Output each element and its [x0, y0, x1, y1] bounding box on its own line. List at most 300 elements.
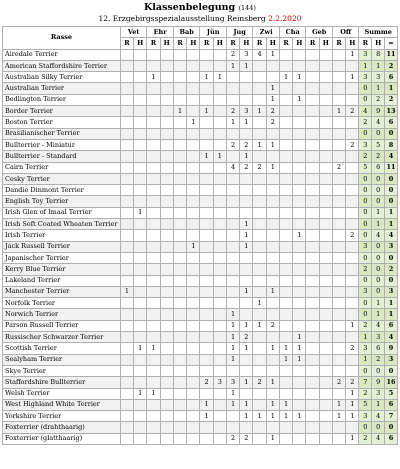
class-count-cell — [147, 162, 160, 173]
class-count-cell — [160, 343, 173, 354]
class-count-cell — [266, 60, 279, 71]
class-count-cell — [253, 252, 266, 263]
class-count-cell — [147, 106, 160, 117]
sum-cell: 2 — [372, 354, 385, 365]
class-count-cell — [240, 83, 253, 94]
class-count-cell — [134, 433, 147, 444]
class-count-cell: 1 — [200, 151, 213, 162]
class-count-cell — [346, 298, 359, 309]
sum-cell: 2 — [359, 264, 372, 275]
class-count-cell — [213, 399, 226, 410]
class-count-cell — [187, 433, 200, 444]
class-count-cell — [253, 94, 266, 105]
class-count-cell — [200, 207, 213, 218]
class-count-cell — [200, 343, 213, 354]
class-count-cell — [332, 275, 345, 286]
class-count-cell — [319, 94, 332, 105]
class-count-cell — [266, 252, 279, 263]
class-count-cell — [306, 139, 319, 150]
class-count-cell — [120, 343, 133, 354]
class-count-cell — [266, 264, 279, 275]
table-row — [3, 49, 398, 60]
class-count-cell — [213, 230, 226, 241]
sum-total-cell: 0 — [385, 128, 398, 139]
column-subheader: R — [279, 38, 292, 49]
column-subheader: R — [253, 38, 266, 49]
table-row — [3, 377, 398, 388]
class-count-cell — [253, 83, 266, 94]
class-count-cell — [226, 72, 239, 83]
class-count-cell — [279, 230, 292, 241]
class-count-cell — [266, 173, 279, 184]
class-count-cell — [319, 332, 332, 343]
class-count-cell: 1 — [120, 286, 133, 297]
sum-total-cell: 11 — [385, 49, 398, 60]
column-subheader: R — [173, 38, 186, 49]
class-count-cell — [173, 388, 186, 399]
class-count-cell — [160, 139, 173, 150]
class-count-cell: 1 — [346, 49, 359, 60]
breed-name: Cesky Terrier — [3, 173, 121, 184]
class-count-cell — [173, 49, 186, 60]
sum-cell: 0 — [359, 422, 372, 433]
class-count-cell — [319, 298, 332, 309]
class-count-cell: 1 — [173, 106, 186, 117]
table-row — [3, 343, 398, 354]
class-count-cell — [213, 422, 226, 433]
column-header-group: Summe — [359, 27, 398, 38]
class-count-cell — [160, 298, 173, 309]
class-count-cell — [240, 185, 253, 196]
table-row — [3, 94, 398, 105]
class-count-cell — [200, 365, 213, 376]
class-count-cell — [279, 219, 292, 230]
sum-cell: 3 — [359, 72, 372, 83]
sum-cell: 1 — [359, 354, 372, 365]
class-count-cell — [134, 117, 147, 128]
class-count-cell — [173, 286, 186, 297]
class-count-cell — [134, 83, 147, 94]
sum-total-cell: 8 — [385, 139, 398, 150]
class-count-cell — [253, 72, 266, 83]
sum-cell: 3 — [359, 343, 372, 354]
class-count-cell — [147, 173, 160, 184]
class-count-cell — [160, 399, 173, 410]
class-count-cell — [240, 264, 253, 275]
class-count-cell — [134, 298, 147, 309]
class-count-cell — [266, 275, 279, 286]
class-count-cell — [266, 72, 279, 83]
class-count-cell — [200, 264, 213, 275]
breed-name: Brasilianischer Terrier — [3, 128, 121, 139]
class-count-cell — [160, 196, 173, 207]
class-count-cell: 3 — [226, 377, 239, 388]
class-count-cell: 1 — [226, 354, 239, 365]
sum-cell: 2 — [372, 94, 385, 105]
sum-cell: 5 — [359, 399, 372, 410]
class-count-cell — [147, 365, 160, 376]
class-count-cell — [147, 83, 160, 94]
table-row — [3, 128, 398, 139]
class-count-cell — [147, 275, 160, 286]
class-count-cell — [187, 230, 200, 241]
class-count-cell — [240, 128, 253, 139]
sum-cell: 0 — [359, 252, 372, 263]
class-count-cell — [226, 422, 239, 433]
class-count-cell — [147, 286, 160, 297]
class-count-cell — [160, 72, 173, 83]
class-count-cell — [147, 196, 160, 207]
class-count-cell — [266, 241, 279, 252]
sum-cell: 3 — [359, 286, 372, 297]
sum-total-cell: 1 — [385, 309, 398, 320]
sum-cell: 5 — [359, 162, 372, 173]
sum-cell: 0 — [359, 173, 372, 184]
class-count-cell — [306, 399, 319, 410]
column-subheader: H — [293, 38, 306, 49]
column-subheader: R — [120, 38, 133, 49]
breed-name: Sealyham Terrier — [3, 354, 121, 365]
class-count-cell — [120, 252, 133, 263]
class-count-cell — [187, 219, 200, 230]
class-count-cell — [293, 264, 306, 275]
class-count-cell — [173, 320, 186, 331]
class-count-cell — [279, 422, 292, 433]
class-count-cell: 3 — [240, 49, 253, 60]
class-count-cell — [266, 128, 279, 139]
breed-name: Bullterrier - Standard — [3, 151, 121, 162]
class-count-cell — [226, 207, 239, 218]
class-count-cell — [120, 60, 133, 71]
class-count-cell — [173, 365, 186, 376]
class-count-cell: 1 — [332, 106, 345, 117]
breed-name: Yorkshire Terrier — [3, 411, 121, 422]
class-count-cell — [293, 185, 306, 196]
sum-cell: 0 — [359, 185, 372, 196]
class-count-cell — [173, 139, 186, 150]
class-count-cell — [332, 72, 345, 83]
class-count-cell — [200, 241, 213, 252]
class-count-cell — [332, 365, 345, 376]
class-count-cell — [226, 286, 239, 297]
class-count-cell — [319, 343, 332, 354]
class-count-cell: 1 — [226, 388, 239, 399]
breed-name: Bullterrier - Miniatur — [3, 139, 121, 150]
class-count-cell — [187, 196, 200, 207]
class-count-cell — [226, 128, 239, 139]
class-count-cell — [134, 332, 147, 343]
column-header-group: Geb — [306, 27, 333, 38]
class-count-cell — [213, 298, 226, 309]
class-count-cell — [266, 185, 279, 196]
class-count-cell: 1 — [293, 332, 306, 343]
class-count-cell — [306, 151, 319, 162]
class-count-cell — [120, 354, 133, 365]
class-count-cell — [173, 264, 186, 275]
table-row — [3, 60, 398, 71]
class-count-cell — [240, 309, 253, 320]
class-count-cell — [319, 320, 332, 331]
class-count-cell — [306, 219, 319, 230]
sum-total-cell: 9 — [385, 343, 398, 354]
class-count-cell — [253, 128, 266, 139]
breed-name: Manchester Terrier — [3, 286, 121, 297]
column-subheader: H — [266, 38, 279, 49]
class-count-cell — [279, 173, 292, 184]
class-count-cell: 1 — [134, 207, 147, 218]
class-count-cell — [306, 264, 319, 275]
column-header-group: Bab — [173, 27, 200, 38]
sum-cell: 0 — [359, 309, 372, 320]
class-count-cell: 1 — [200, 72, 213, 83]
class-count-cell — [279, 433, 292, 444]
class-count-cell — [253, 354, 266, 365]
class-count-cell — [147, 264, 160, 275]
class-count-cell — [160, 207, 173, 218]
class-count-cell — [226, 94, 239, 105]
sum-cell: 0 — [359, 230, 372, 241]
sum-cell: 8 — [372, 49, 385, 60]
class-count-cell — [120, 275, 133, 286]
sum-total-cell: 0 — [385, 252, 398, 263]
class-count-cell: 1 — [346, 320, 359, 331]
sum-cell: 9 — [372, 106, 385, 117]
class-count-cell — [346, 275, 359, 286]
class-count-cell — [332, 252, 345, 263]
class-count-cell — [200, 83, 213, 94]
class-count-cell — [279, 309, 292, 320]
sum-cell: 0 — [359, 275, 372, 286]
sum-cell: 2 — [359, 388, 372, 399]
class-count-cell — [306, 411, 319, 422]
class-count-cell — [187, 252, 200, 263]
class-count-cell: 1 — [266, 411, 279, 422]
class-count-cell — [346, 196, 359, 207]
class-count-cell — [319, 230, 332, 241]
table-row — [3, 422, 398, 433]
class-count-cell — [200, 230, 213, 241]
class-count-cell — [187, 422, 200, 433]
class-count-cell: 1 — [279, 72, 292, 83]
class-count-cell — [240, 298, 253, 309]
class-count-cell: 1 — [332, 411, 345, 422]
column-subheader: R — [200, 38, 213, 49]
class-count-cell: 1 — [253, 139, 266, 150]
class-count-cell: 2 — [346, 106, 359, 117]
class-count-cell — [134, 185, 147, 196]
sum-cell: 3 — [359, 139, 372, 150]
class-count-cell — [332, 422, 345, 433]
breed-name: Lakeland Terrier — [3, 275, 121, 286]
table-row — [3, 388, 398, 399]
column-subheader: R — [359, 38, 372, 49]
class-count-cell — [226, 196, 239, 207]
column-subheader: R — [147, 38, 160, 49]
class-count-cell — [187, 377, 200, 388]
class-count-cell — [319, 60, 332, 71]
class-count-cell: 2 — [226, 106, 239, 117]
class-count-cell — [293, 320, 306, 331]
class-count-cell — [187, 207, 200, 218]
sum-total-cell: 6 — [385, 433, 398, 444]
class-count-cell — [346, 422, 359, 433]
class-count-cell — [173, 309, 186, 320]
class-count-cell — [240, 275, 253, 286]
sum-cell: 1 — [372, 219, 385, 230]
table-row — [3, 230, 398, 241]
class-count-cell — [187, 60, 200, 71]
column-subheader: R — [306, 38, 319, 49]
class-count-cell — [187, 298, 200, 309]
sum-cell: 3 — [372, 332, 385, 343]
class-count-cell — [160, 49, 173, 60]
class-count-cell: 1 — [240, 151, 253, 162]
sum-cell: 0 — [372, 196, 385, 207]
class-count-cell — [319, 433, 332, 444]
class-count-cell — [319, 309, 332, 320]
class-count-cell — [279, 388, 292, 399]
class-count-cell — [213, 309, 226, 320]
class-count-cell — [187, 49, 200, 60]
class-count-cell — [134, 72, 147, 83]
class-count-cell — [293, 399, 306, 410]
class-count-cell — [213, 411, 226, 422]
class-count-cell — [187, 309, 200, 320]
sum-total-cell: 1 — [385, 207, 398, 218]
breed-name: Border Terrier — [3, 106, 121, 117]
class-count-cell: 1 — [226, 332, 239, 343]
class-count-cell — [200, 128, 213, 139]
class-count-cell — [306, 94, 319, 105]
sum-cell: 0 — [359, 94, 372, 105]
class-count-cell — [346, 241, 359, 252]
class-count-cell — [332, 354, 345, 365]
class-count-cell — [346, 162, 359, 173]
sum-cell: 0 — [372, 252, 385, 263]
table-row — [3, 241, 398, 252]
class-count-cell — [187, 411, 200, 422]
class-count-cell — [266, 196, 279, 207]
class-count-cell — [306, 162, 319, 173]
class-count-cell — [134, 252, 147, 263]
class-count-cell — [306, 60, 319, 71]
class-count-cell: 1 — [293, 343, 306, 354]
class-count-cell — [266, 151, 279, 162]
class-count-cell — [346, 354, 359, 365]
class-count-cell — [160, 422, 173, 433]
sum-cell: 4 — [372, 117, 385, 128]
class-count-cell — [160, 106, 173, 117]
class-count-cell: 2 — [253, 377, 266, 388]
class-count-cell: 1 — [293, 230, 306, 241]
class-count-cell: 1 — [147, 343, 160, 354]
class-count-cell — [173, 128, 186, 139]
breed-name: Welsh Terrier — [3, 388, 121, 399]
sum-total-cell: 6 — [385, 117, 398, 128]
sum-cell: 0 — [372, 185, 385, 196]
class-count-cell — [200, 162, 213, 173]
class-count-cell — [173, 343, 186, 354]
class-count-cell — [319, 162, 332, 173]
class-count-cell: 1 — [266, 286, 279, 297]
sum-total-cell: 1 — [385, 219, 398, 230]
sum-total-cell: 0 — [385, 422, 398, 433]
breed-name: Foxterrier (drahthaarig) — [3, 422, 121, 433]
class-count-cell — [293, 83, 306, 94]
class-count-cell — [346, 365, 359, 376]
class-count-cell: 1 — [213, 72, 226, 83]
class-count-cell — [306, 128, 319, 139]
class-count-cell — [226, 252, 239, 263]
class-count-cell — [306, 320, 319, 331]
column-subheader: H — [187, 38, 200, 49]
class-count-cell — [187, 173, 200, 184]
class-count-cell — [346, 219, 359, 230]
class-count-cell — [147, 422, 160, 433]
class-count-cell: 1 — [213, 151, 226, 162]
class-count-cell — [134, 399, 147, 410]
class-count-cell — [120, 128, 133, 139]
class-count-cell — [200, 185, 213, 196]
class-count-cell — [173, 241, 186, 252]
sum-cell: 0 — [359, 365, 372, 376]
class-count-cell: 2 — [240, 139, 253, 150]
class-count-cell — [173, 399, 186, 410]
class-count-cell — [306, 377, 319, 388]
class-count-cell — [266, 354, 279, 365]
class-count-cell — [332, 196, 345, 207]
class-count-cell: 1 — [266, 83, 279, 94]
class-count-cell — [240, 422, 253, 433]
class-count-cell — [293, 275, 306, 286]
class-count-cell — [120, 49, 133, 60]
class-count-cell — [306, 117, 319, 128]
sum-cell: 2 — [359, 320, 372, 331]
class-count-cell — [200, 332, 213, 343]
class-count-cell — [134, 151, 147, 162]
class-count-cell — [213, 60, 226, 71]
class-count-cell — [279, 128, 292, 139]
class-count-cell — [120, 151, 133, 162]
class-count-cell: 1 — [293, 94, 306, 105]
class-count-cell — [120, 298, 133, 309]
class-count-cell — [213, 388, 226, 399]
class-count-cell — [293, 309, 306, 320]
class-count-cell — [306, 309, 319, 320]
class-count-cell — [134, 365, 147, 376]
event-date: 2.2.2020 — [268, 14, 302, 23]
class-count-cell: 1 — [147, 72, 160, 83]
class-count-cell — [120, 139, 133, 150]
class-count-cell — [293, 286, 306, 297]
class-count-cell: 1 — [226, 343, 239, 354]
table-row — [3, 298, 398, 309]
class-count-cell: 1 — [346, 388, 359, 399]
class-count-cell — [120, 320, 133, 331]
breed-name: Dandie Dinmont Terrier — [3, 185, 121, 196]
class-count-cell — [319, 207, 332, 218]
table-row — [3, 365, 398, 376]
column-header-group: Ehr — [147, 27, 174, 38]
class-count-cell — [346, 173, 359, 184]
class-count-cell — [253, 286, 266, 297]
class-count-cell — [253, 309, 266, 320]
class-count-cell — [319, 354, 332, 365]
column-subheader: R — [226, 38, 239, 49]
class-count-cell — [306, 332, 319, 343]
sum-total-cell: 6 — [385, 399, 398, 410]
class-count-cell — [173, 252, 186, 263]
